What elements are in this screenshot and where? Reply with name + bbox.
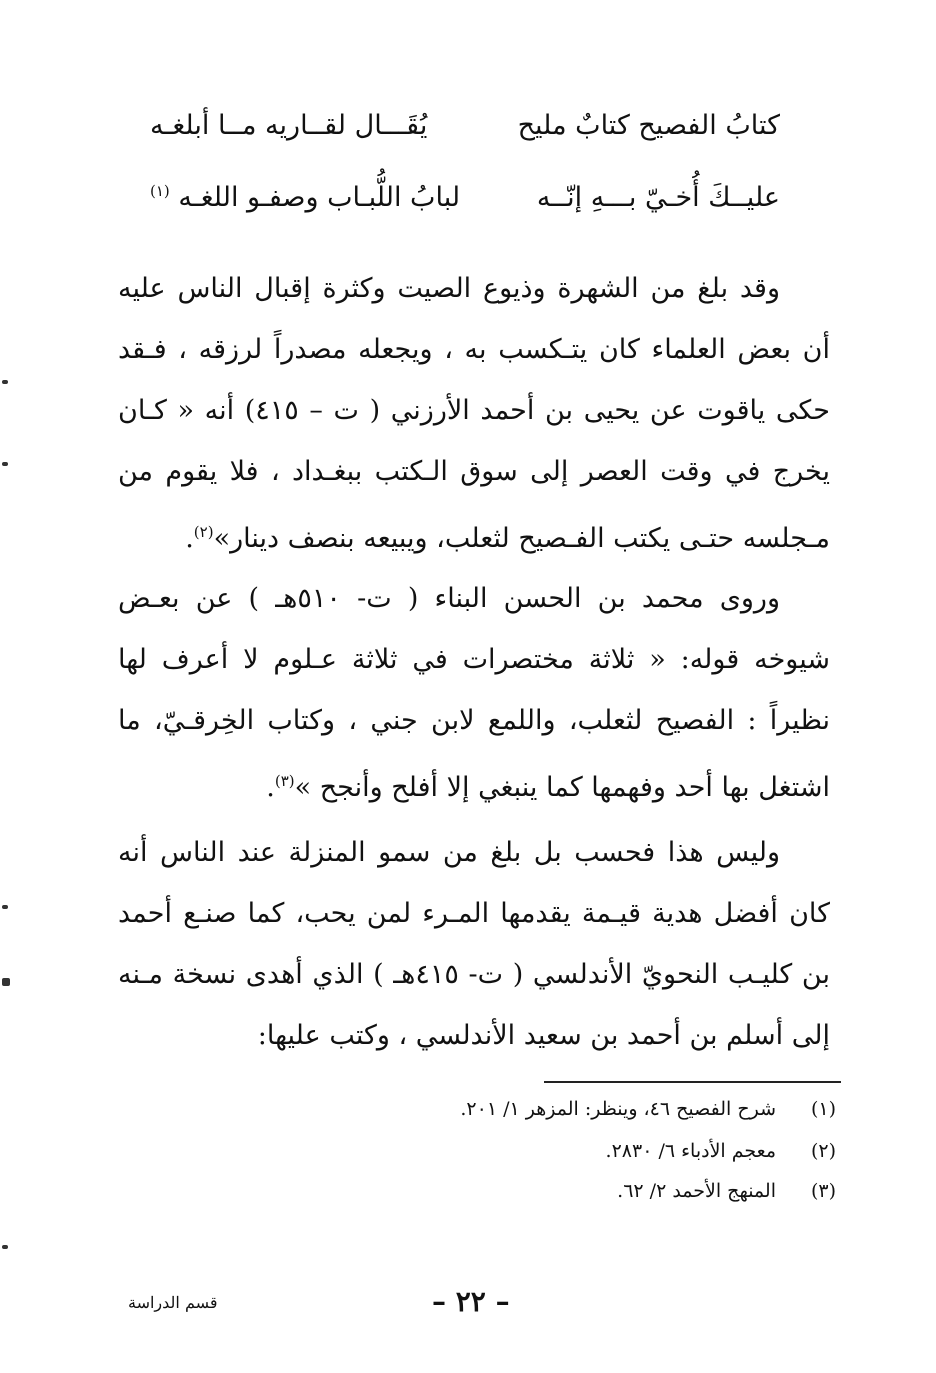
footnote-marker[interactable]: (٣)	[274, 772, 295, 790]
paragraph-2	[118, 568, 830, 818]
verse-hemistich-left: يُقَـــال لقــاريه مــا أبلغـه	[150, 110, 428, 141]
footnote-3	[136, 1180, 836, 1214]
scan-edge-mark	[2, 1245, 8, 1249]
scan-edge-mark	[2, 905, 8, 909]
footnote-marker[interactable]: (٢)	[193, 523, 214, 541]
verse-hemistich-right: كتابُ الفصيح كتابٌ مليح	[517, 110, 780, 141]
footnote-text: شرح الفصيح ٤٦، وينظر: المزهر ١/ ٢٠١.	[460, 1098, 776, 1120]
footnote-2	[136, 1140, 836, 1174]
scan-edge-mark	[2, 462, 8, 466]
verse-hemistich-text: لبابُ اللُّبـاب وصفـو اللغـه	[178, 182, 461, 213]
footnote-divider	[544, 1081, 841, 1083]
footnote-number: (٢)	[810, 1140, 836, 1162]
footnote-text: معجم الأدباء ٦/ ٢٨٣٠.	[605, 1140, 776, 1162]
footnote-1	[136, 1098, 836, 1132]
verse-line-1	[130, 110, 780, 160]
verse-hemistich-left	[150, 182, 460, 213]
footnote-number: (١)	[810, 1098, 836, 1120]
verse-hemistich-right: عليــكَ أُخـيّ بـــهِ إنّــه	[536, 182, 780, 213]
paragraph-tail: .	[266, 772, 275, 803]
scan-edge-mark	[2, 978, 10, 986]
footnote-text: المنهج الأحمد ٢/ ٦٢.	[617, 1180, 776, 1202]
page-number: – ٢٢ –	[432, 1285, 510, 1318]
paragraph-tail: .	[185, 523, 194, 554]
paragraph-text: وقد بلغ من الشهرة وذيوع الصيت وكثرة إقبال الناس عليه أن بعض العلماء كان يتـكسب به ، ويجعله مصدراً لرزقه ، فـقد حكى ياقوت عن يحيى بن أحمد الأرزني ( ت – ٤١٥) أنه « كـان يخرج في وقت العصر إلى سوق الـكتب ببغـداد ، فلا يقوم من مـجلسه حتـى يكتب الفـصيح لثعلب، ويبيعه بنصف دينار»	[118, 273, 830, 554]
section-label: قسم الدراسة	[128, 1293, 218, 1312]
footnote-number: (٣)	[810, 1180, 836, 1202]
verse-line-2	[130, 182, 780, 232]
paragraph-text: وروى محمد بن الحسن البناء ( ت- ٥١٠هـ ) عن بعـض شيوخه قوله: « ثلاثة مختصرات في ثلاثة عـلوم لا أعرف لها نظيراً : الفصيح لثعلب، واللمع لابن جني ، وكتاب الخِرقـيّ، ما اشتغل بها أحد وفهمها كما ينبغي إلا أفلح وأنجح »	[118, 583, 830, 803]
scan-edge-mark	[2, 380, 8, 384]
footnote-marker[interactable]: (١)	[150, 182, 170, 200]
paragraph-3	[118, 822, 830, 1066]
paragraph-1	[118, 258, 830, 569]
paragraph-text: وليس هذا فحسب بل بلغ من سمو المنزلة عند الناس أنه كان أفضل هدية قيـمة يقدمها المـرء لمن يحب، كما صنـع أحمد بن كليـب النحويّ الأندلسي ( ت- ٤١٥هـ ) الذي أهدى نسخة مـنه إلى أسلم بن أحمد بن سعيد الأندلسي ، وكتب عليها:	[118, 837, 830, 1051]
